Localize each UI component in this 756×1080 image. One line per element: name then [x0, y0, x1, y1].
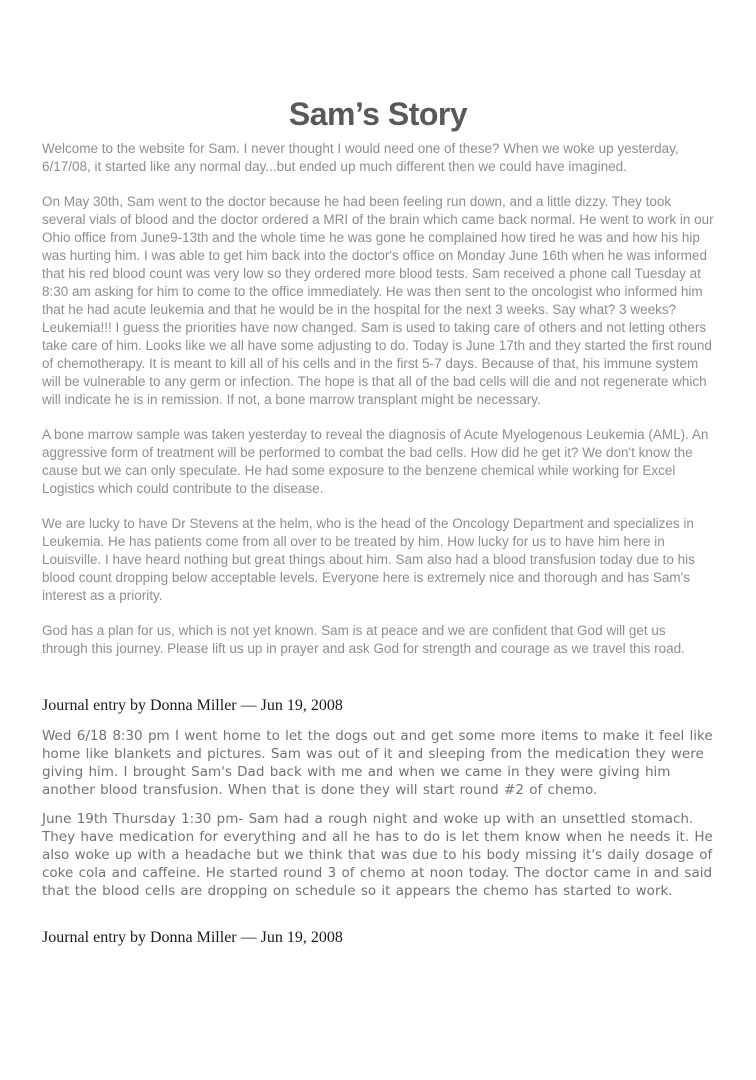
- intro-paragraph-diagnosis: On May 30th, Sam went to the doctor because he had been feeling run down, and a little dizzy. They took several vials of blood and the doctor ordered a MRI of the brain which came back normal. He went to work in our Ohio office from June9-13th and the whole time he was gone he complained how tired he was and how his hip was hurting him. I was able to get him back into the doctor's office on Monday June 16th when he was informed that his red blood count was very low so they ordered more blood tests. Sam received a phone call Tuesday at 8:30 am asking for him to come to the office immediately. He was then sent to the oncologist who informed him that he had acute leukemia and that he would be in the hospital for the next 3 weeks. Say what? 3 weeks? Leukemia!!! I guess the priorities have now changed. Sam is used to taking care of others and not letting others take care of him. Looks like we all have some adjusting to do. Today is June 17th and they started the first round of chemotherapy. It is meant to kill all of his cells and in the first 5-7 days. Because of that, his immune system will be vulnerable to any germ or infection. The hope is that all of the bad cells will die and not regenerate which will indicate he is in remission. If not, a bone marrow transplant might be necessary.: [42, 194, 714, 407]
- journal-entry-2: [42, 928, 714, 948]
- journal-entry-body: [42, 727, 714, 900]
- journal-paragraph-june-19th: June 19th Thursday 1:30 pm- Sam had a rough night and woke up with an unsettled stomach. They have medication for everything and all he has to do is let them know when he needs it. He also woke up with a headache but we think that was due to his body missing it's daily dosage of coke cola and caffeine. He started round 3 of chemo at noon today. The doctor came in and said that the blood cells are dropping on schedule so it appears the chemo has started to work.: [42, 811, 713, 899]
- intro-section: [42, 140, 714, 658]
- intro-paragraph-bone-marrow: A bone marrow sample was taken yesterday to reveal the diagnosis of Acute Myelogenous Leukemia (AML). An aggressive form of treatment will be performed to combat the bad cells. How did he get it? We don't know the cause but we can only speculate. He had some exposure to the benzene chemical while working for Excel Logistics which could contribute to the disease.: [42, 427, 709, 496]
- journal-entry-1: [42, 696, 714, 900]
- journal-entry-byline: Journal entry by Donna Miller — Jun 19, 2008: [42, 929, 343, 946]
- intro-paragraph-welcome: Welcome to the website for Sam. I never thought I would need one of these? When we woke up yesterday, 6/17/08, it started like any normal day...but ended up much different then we could have imagined.: [42, 141, 679, 174]
- intro-paragraph-gods-plan: God has a plan for us, which is not yet known. Sam is at peace and we are confident that God will get us through this journey. Please lift us up in prayer and ask God for strength and courage as we travel this road.: [42, 623, 685, 656]
- journal-paragraph-wed-618: Wed 6/18 8:30 pm I went home to let the dogs out and get some more items to make it feel like home like blankets and pictures. Sam was out of it and sleeping from the medication they were giving him. I brought Sam's Dad back with me and when we came in they were giving him another blood transfusion. When that is done they will start round #2 of chemo.: [42, 728, 713, 798]
- intro-paragraph-dr-stevens: We are lucky to have Dr Stevens at the helm, who is the head of the Oncology Department and specializes in Leukemia. He has patients come from all over to be treated by him. How lucky for us to have him here in Louisville. I have heard nothing but great things about him. Sam also had a blood transfusion today due to his blood count dropping below acceptable levels. Everyone here is extremely nice and thorough and has Sam's interest as a priority.: [42, 516, 695, 603]
- page-title: Sam’s Story: [288, 96, 468, 132]
- journal-entry-byline: Journal entry by Donna Miller — Jun 19, 2008: [42, 697, 343, 714]
